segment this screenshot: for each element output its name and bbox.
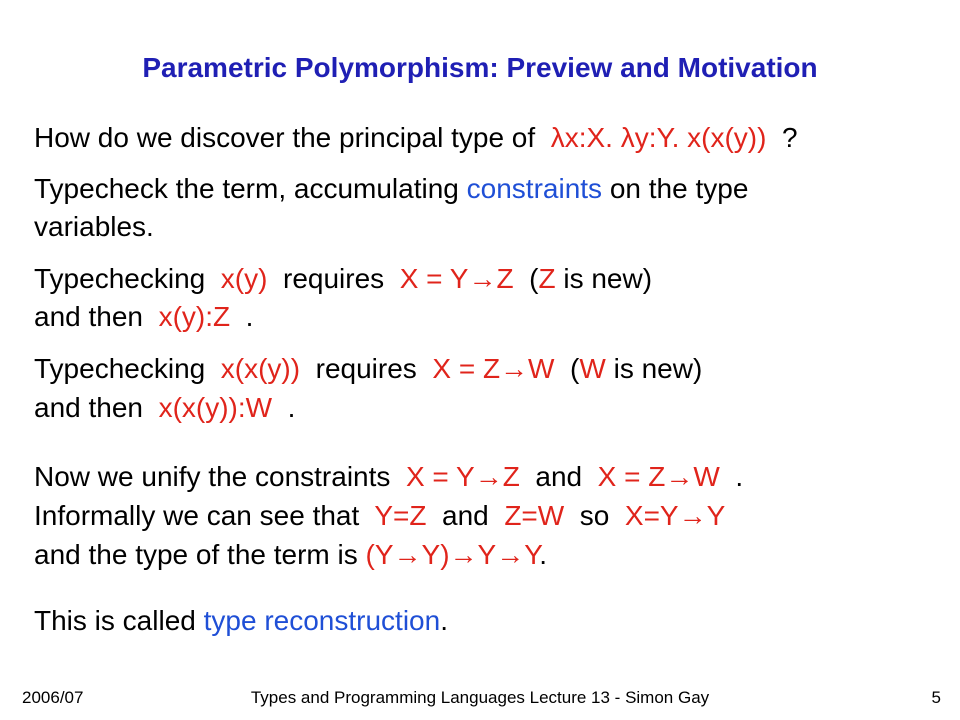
- conclusion-line: [34, 604, 448, 638]
- text: and then: [34, 301, 159, 332]
- constraint-x-yz: X = Y→Z: [399, 263, 514, 294]
- lambda-term: λx:X. λy:Y. x(x(y)): [550, 122, 767, 153]
- question-line: [34, 121, 798, 155]
- question-suffix: ?: [766, 122, 798, 153]
- typecheck-suffix: on the type: [602, 173, 749, 204]
- text: (: [554, 353, 580, 384]
- text: is new): [605, 353, 703, 384]
- text: Typechecking: [34, 263, 221, 294]
- term-xy: x(y): [220, 263, 268, 294]
- text: so: [564, 500, 625, 531]
- text: Now we unify the constraints: [34, 461, 406, 492]
- constraints-term: constraints: [466, 173, 603, 204]
- slide-title: Parametric Polymorphism: Preview and Motivation: [142, 52, 818, 83]
- result-type-line: [34, 538, 547, 572]
- text: (: [513, 263, 539, 294]
- question-prefix: How do we discover the principal type of: [34, 122, 551, 153]
- informal-line: [34, 499, 725, 533]
- constraint-1-result-line: [34, 300, 253, 334]
- text: and: [519, 461, 598, 492]
- typing-xxy: x(x(y)):W: [158, 392, 273, 423]
- text: and: [426, 500, 505, 531]
- text: Informally we can see that: [34, 500, 375, 531]
- constraint-x-zw: X = Z→W: [432, 353, 555, 384]
- text: is new): [555, 263, 653, 294]
- variables-line: variables.: [34, 211, 154, 242]
- result-type: (Y→Y)→Y→Y: [365, 539, 540, 570]
- var-z: Z: [538, 263, 556, 294]
- footer-date: 2006/07: [22, 688, 84, 707]
- footer-page-number: 5: [931, 688, 941, 707]
- constraint-x-yz: X = Y→Z: [405, 461, 520, 492]
- unify-line: [34, 460, 743, 494]
- constraint-2-result-line: [34, 391, 295, 425]
- text: .: [272, 392, 296, 423]
- text: .: [539, 539, 548, 570]
- text: and then: [34, 392, 159, 423]
- eq-yz: Y=Z: [374, 500, 427, 531]
- typecheck-prefix: Typecheck the term, accumulating: [34, 173, 467, 204]
- text: This is called: [34, 605, 204, 636]
- type-reconstruction-term: type reconstruction: [203, 605, 441, 636]
- text: .: [440, 605, 448, 636]
- text: .: [719, 461, 744, 492]
- eq-zw: Z=W: [504, 500, 565, 531]
- eq-x-yy: X=Y→Y: [624, 500, 726, 531]
- text: .: [230, 301, 254, 332]
- constraint-x-zw: X = Z→W: [597, 461, 720, 492]
- text: and the type of the term is: [34, 539, 366, 570]
- footer-course: Types and Programming Languages Lecture 13 - Simon Gay: [250, 688, 710, 707]
- text: Typechecking: [34, 353, 221, 384]
- constraint-2-line: [34, 352, 702, 386]
- constraint-1-line: [34, 262, 652, 296]
- text: requires: [267, 263, 400, 294]
- term-xxy: x(x(y)): [220, 353, 301, 384]
- typecheck-line: [34, 172, 748, 206]
- text: requires: [300, 353, 433, 384]
- var-w: W: [579, 353, 606, 384]
- typing-xy: x(y):Z: [158, 301, 231, 332]
